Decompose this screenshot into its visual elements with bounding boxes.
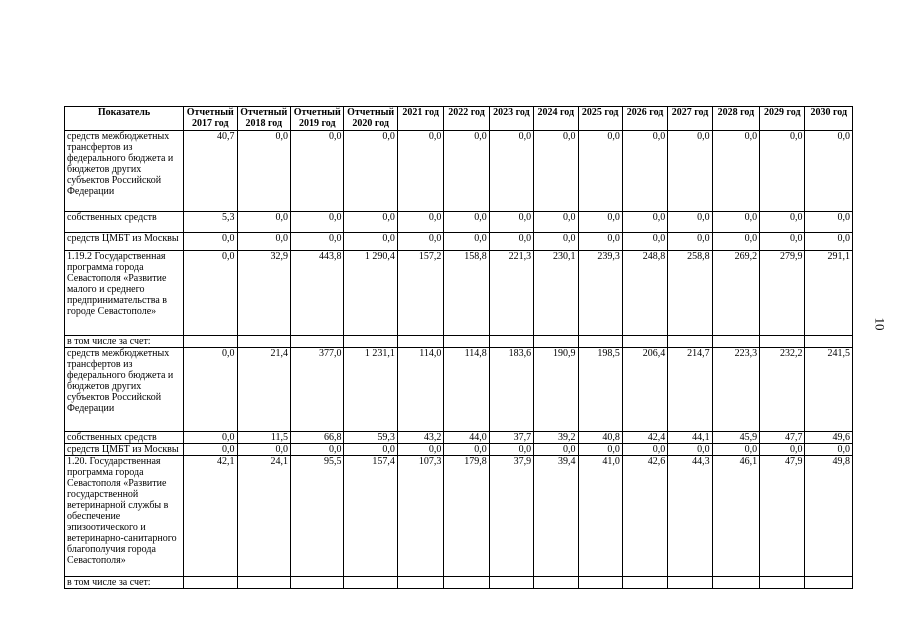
table-cell-value: 0,0 [805, 131, 853, 212]
table-cell-value [760, 336, 805, 348]
table-cell-value [622, 577, 667, 589]
table-cell-value: 0,0 [397, 233, 443, 251]
table-cell-value: 0,0 [237, 212, 290, 233]
table-cell-value: 49,8 [805, 456, 853, 577]
row-label: средств ЦМБТ из Москвы [65, 233, 184, 251]
table-cell-value: 0,0 [237, 233, 290, 251]
table-cell-value: 0,0 [444, 233, 489, 251]
table-row [65, 348, 853, 432]
row-label: средств межбюджетных трансфертов из федерального бюджета и бюджетов других субъектов Российской Федерации [65, 348, 184, 432]
table-cell-value: 0,0 [578, 131, 622, 212]
table-cell-value [760, 577, 805, 589]
table-cell-value: 248,8 [622, 251, 667, 336]
table-row [65, 251, 853, 336]
table-cell-value: 49,6 [805, 432, 853, 444]
row-label: средств межбюджетных трансфертов из федерального бюджета и бюджетов других субъектов Российской Федерации [65, 131, 184, 212]
table-cell-value: 179,8 [444, 456, 489, 577]
table-cell-value: 0,0 [668, 444, 712, 456]
table-cell-value: 44,1 [668, 432, 712, 444]
table-cell-value [489, 336, 533, 348]
table-cell-value: 42,4 [622, 432, 667, 444]
table-cell-value: 214,7 [668, 348, 712, 432]
table-cell-value [290, 336, 343, 348]
table-cell-value: 0,0 [760, 444, 805, 456]
table-cell-value: 291,1 [805, 251, 853, 336]
table-cell-value: 114,8 [444, 348, 489, 432]
table-cell-value: 0,0 [622, 444, 667, 456]
table-row [65, 131, 853, 212]
table-cell-value: 206,4 [622, 348, 667, 432]
row-label: собственных средств [65, 432, 184, 444]
table-cell-value: 46,1 [712, 456, 759, 577]
budget-table [64, 106, 853, 589]
table-cell-value [344, 577, 397, 589]
table-cell-value: 47,7 [760, 432, 805, 444]
table-cell-value [444, 577, 489, 589]
table-cell-value: 0,0 [760, 131, 805, 212]
column-header-year: 2025 год [578, 107, 622, 131]
table-cell-value: 0,0 [237, 444, 290, 456]
table-cell-value: 0,0 [534, 212, 578, 233]
table-cell-value [444, 336, 489, 348]
table-cell-value: 279,9 [760, 251, 805, 336]
row-label: средств ЦМБТ из Москвы [65, 444, 184, 456]
table-cell-value: 0,0 [184, 348, 237, 432]
column-header-year: Отчетный 2019 год [290, 107, 343, 131]
column-header-year: 2021 год [397, 107, 443, 131]
table-cell-value: 37,9 [489, 456, 533, 577]
table-cell-value: 157,4 [344, 456, 397, 577]
table-row [65, 456, 853, 577]
row-label: собственных средств [65, 212, 184, 233]
table-cell-value: 157,2 [397, 251, 443, 336]
table-cell-value: 0,0 [805, 444, 853, 456]
table-cell-value: 41,0 [578, 456, 622, 577]
table-cell-value: 1 290,4 [344, 251, 397, 336]
table-cell-value: 0,0 [184, 432, 237, 444]
table-cell-value [397, 577, 443, 589]
table-cell-value: 0,0 [344, 212, 397, 233]
table-cell-value: 0,0 [534, 131, 578, 212]
table-cell-value: 0,0 [184, 233, 237, 251]
table-cell-value: 42,6 [622, 456, 667, 577]
table-cell-value: 198,5 [578, 348, 622, 432]
table-cell-value: 0,0 [622, 212, 667, 233]
table-cell-value: 0,0 [444, 131, 489, 212]
table-cell-value: 0,0 [805, 212, 853, 233]
table-cell-value: 0,0 [712, 233, 759, 251]
table-cell-value: 40,8 [578, 432, 622, 444]
row-label: в том числе за счет: [65, 577, 184, 589]
column-header-year: 2024 год [534, 107, 578, 131]
table-cell-value: 0,0 [712, 444, 759, 456]
table-row [65, 432, 853, 444]
table-cell-value [805, 336, 853, 348]
table-cell-value: 0,0 [184, 444, 237, 456]
table-cell-value: 0,0 [489, 233, 533, 251]
table-cell-value [668, 336, 712, 348]
table-cell-value: 269,2 [712, 251, 759, 336]
column-header-year: 2022 год [444, 107, 489, 131]
table-cell-value: 0,0 [489, 212, 533, 233]
table-cell-value [622, 336, 667, 348]
table-cell-value: 158,8 [444, 251, 489, 336]
table-cell-value: 0,0 [712, 212, 759, 233]
table-cell-value: 66,8 [290, 432, 343, 444]
table-cell-value: 377,0 [290, 348, 343, 432]
table-cell-value: 0,0 [534, 444, 578, 456]
table-row [65, 444, 853, 456]
column-header-year: 2029 год [760, 107, 805, 131]
table-header-row [65, 107, 853, 131]
table-cell-value [534, 336, 578, 348]
table-cell-value: 0,0 [344, 233, 397, 251]
table-cell-value: 0,0 [668, 131, 712, 212]
table-cell-value: 59,3 [344, 432, 397, 444]
table-cell-value: 0,0 [760, 233, 805, 251]
column-header-year: 2028 год [712, 107, 759, 131]
column-header-year: 2030 год [805, 107, 853, 131]
table-row [65, 233, 853, 251]
table-cell-value: 0,0 [290, 444, 343, 456]
table-cell-value: 24,1 [237, 456, 290, 577]
table-cell-value: 0,0 [534, 233, 578, 251]
page-number: 10 [872, 317, 888, 331]
table-cell-value: 221,3 [489, 251, 533, 336]
table-cell-value [290, 577, 343, 589]
table-cell-value: 47,9 [760, 456, 805, 577]
table-cell-value: 44,0 [444, 432, 489, 444]
table-cell-value: 0,0 [184, 251, 237, 336]
table-cell-value: 0,0 [622, 131, 667, 212]
table-cell-value [237, 336, 290, 348]
table-cell-value: 42,1 [184, 456, 237, 577]
table-cell-value [805, 577, 853, 589]
table-cell-value: 0,0 [622, 233, 667, 251]
table-cell-value [578, 336, 622, 348]
table-cell-value: 0,0 [444, 444, 489, 456]
table-cell-value: 40,7 [184, 131, 237, 212]
table-row [65, 212, 853, 233]
table-cell-value: 43,2 [397, 432, 443, 444]
table-cell-value: 241,5 [805, 348, 853, 432]
table-cell-value: 232,2 [760, 348, 805, 432]
table-cell-value [184, 577, 237, 589]
table-cell-value: 37,7 [489, 432, 533, 444]
table-cell-value [668, 577, 712, 589]
table-cell-value: 0,0 [397, 444, 443, 456]
table-cell-value: 39,2 [534, 432, 578, 444]
table-cell-value [534, 577, 578, 589]
table-cell-value: 32,9 [237, 251, 290, 336]
table-cell-value: 0,0 [397, 131, 443, 212]
table-cell-value: 39,4 [534, 456, 578, 577]
table-cell-value: 0,0 [578, 212, 622, 233]
table-cell-value: 114,0 [397, 348, 443, 432]
table-cell-value [712, 577, 759, 589]
table-cell-value: 21,4 [237, 348, 290, 432]
table-cell-value: 0,0 [290, 131, 343, 212]
table-cell-value: 0,0 [578, 233, 622, 251]
column-header-year: Отчетный 2017 год [184, 107, 237, 131]
table-cell-value [397, 336, 443, 348]
row-label: в том числе за счет: [65, 336, 184, 348]
row-label: 1.19.2 Государственная программа города Севастополя «Развитие малого и среднего предпринимательства в городе Севастополе» [65, 251, 184, 336]
column-header-year: Отчетный 2018 год [237, 107, 290, 131]
table-row [65, 336, 853, 348]
table-cell-value: 0,0 [397, 212, 443, 233]
table-cell-value [578, 577, 622, 589]
table-cell-value: 0,0 [344, 444, 397, 456]
table-cell-value: 1 231,1 [344, 348, 397, 432]
table-cell-value [344, 336, 397, 348]
table-cell-value: 0,0 [712, 131, 759, 212]
table-cell-value: 230,1 [534, 251, 578, 336]
table-cell-value: 239,3 [578, 251, 622, 336]
table-cell-value: 0,0 [290, 212, 343, 233]
table-cell-value: 0,0 [760, 212, 805, 233]
table-cell-value: 5,3 [184, 212, 237, 233]
table-cell-value: 0,0 [344, 131, 397, 212]
table-cell-value: 0,0 [237, 131, 290, 212]
table-cell-value [489, 577, 533, 589]
table-cell-value [712, 336, 759, 348]
table-cell-value: 0,0 [489, 444, 533, 456]
column-header-year: 2027 год [668, 107, 712, 131]
table-cell-value: 11,5 [237, 432, 290, 444]
table-cell-value: 95,5 [290, 456, 343, 577]
table-cell-value: 0,0 [668, 233, 712, 251]
table-cell-value [237, 577, 290, 589]
column-header-indicator: Показатель [65, 107, 184, 131]
table-cell-value: 0,0 [489, 131, 533, 212]
table-cell-value: 223,3 [712, 348, 759, 432]
table-cell-value: 45,9 [712, 432, 759, 444]
table-cell-value: 443,8 [290, 251, 343, 336]
column-header-year: 2026 год [622, 107, 667, 131]
table-cell-value: 190,9 [534, 348, 578, 432]
table-cell-value: 0,0 [290, 233, 343, 251]
column-header-year: 2023 год [489, 107, 533, 131]
table-cell-value: 44,3 [668, 456, 712, 577]
table-row [65, 577, 853, 589]
table-cell-value: 0,0 [805, 233, 853, 251]
table-cell-value: 0,0 [668, 212, 712, 233]
table-cell-value: 183,6 [489, 348, 533, 432]
table-cell-value: 0,0 [444, 212, 489, 233]
table-cell-value [184, 336, 237, 348]
table-cell-value: 0,0 [578, 444, 622, 456]
table-cell-value: 107,3 [397, 456, 443, 577]
column-header-year: Отчетный 2020 год [344, 107, 397, 131]
table-cell-value: 258,8 [668, 251, 712, 336]
row-label: 1.20. Государственная программа города Севастополя «Развитие государственной ветеринарной службы в обеспечение эпизоотического и ветеринарно-санитарного благополучия города Севастополя» [65, 456, 184, 577]
